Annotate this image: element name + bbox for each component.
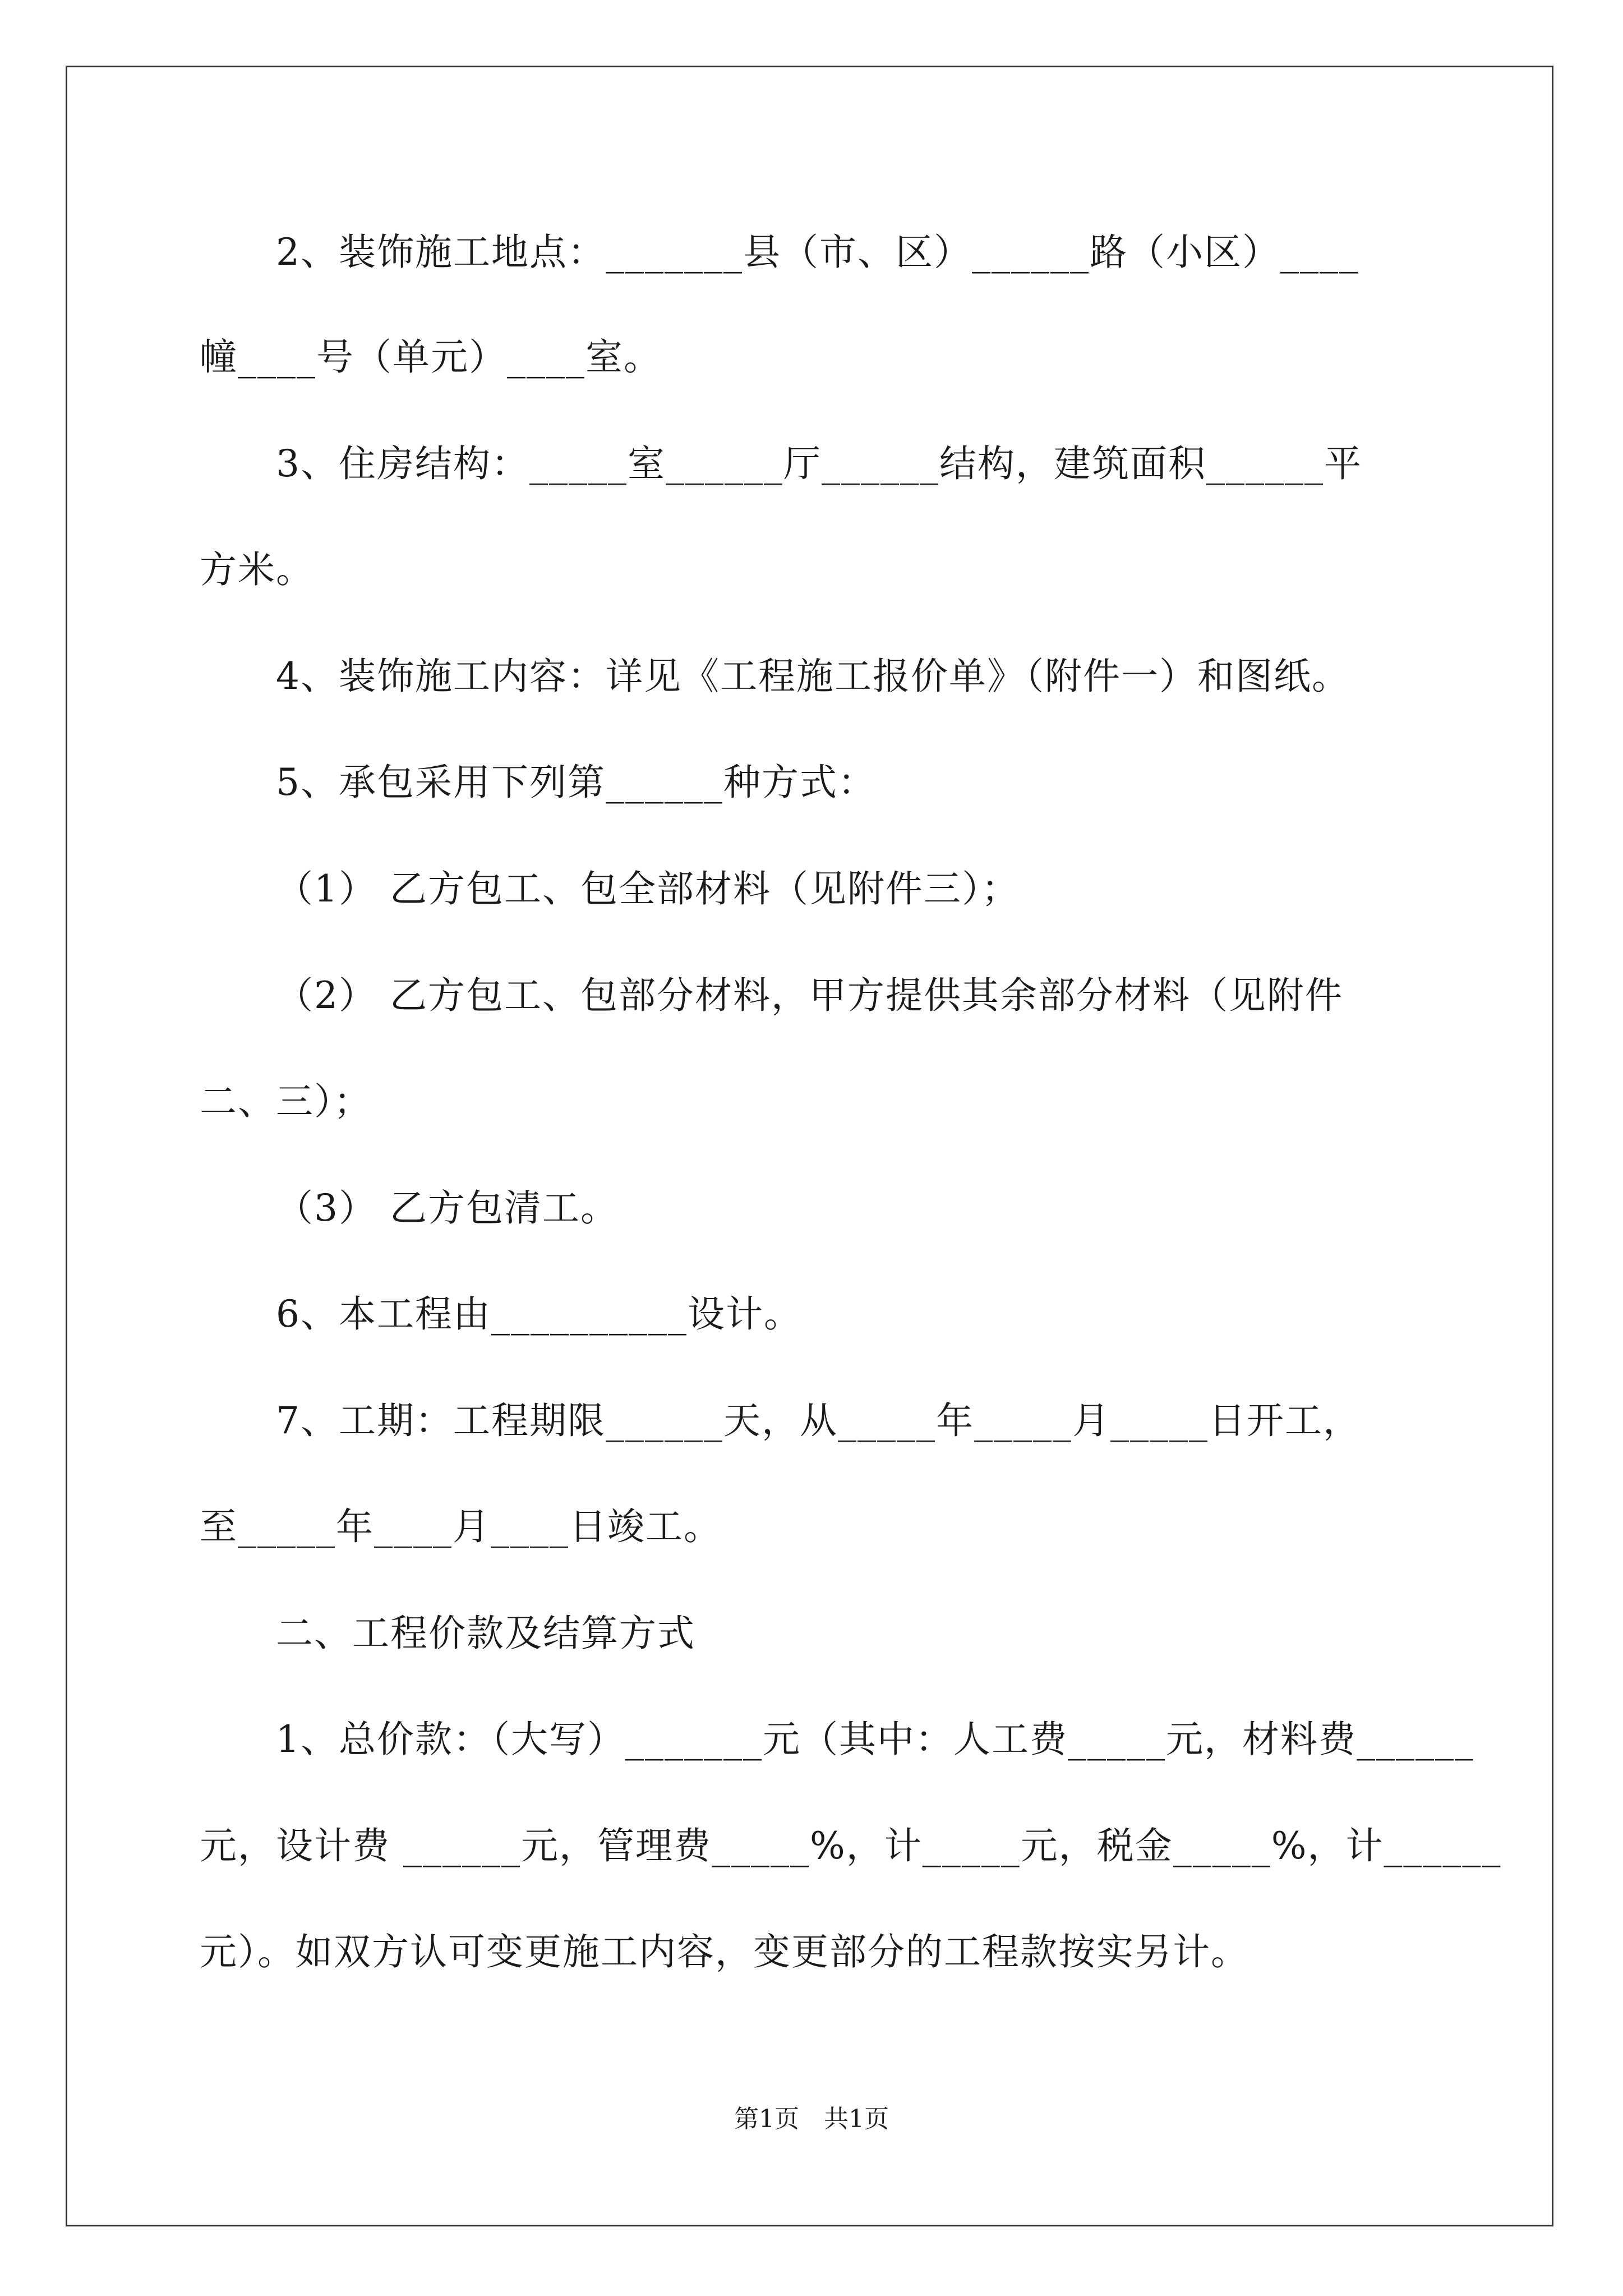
clause-3-line-2: 方米。 (200, 548, 314, 591)
clause-4-line: 4、装饰施工内容：详见《工程施工报价单》（附件一）和图纸。 (276, 655, 1350, 698)
page-number: 第1页 共1页 (734, 2105, 889, 2133)
page-border (66, 66, 1553, 2226)
clause-5-line: 5、承包采用下列第______种方式： (276, 761, 876, 804)
clause-7-line-2: 至_____年____月____日竣工。 (200, 1505, 722, 1548)
clause-2-line-1: 2、装饰施工地点：_______县（市、区）______路（小区）____ (276, 231, 1359, 274)
option-1-line: （1） 乙方包工、包全部材料（见附件三）； (276, 867, 1020, 910)
option-3-line: （3） 乙方包清工。 (276, 1186, 619, 1230)
price-line-2: 元，设计费 ______元，管理费_____%，计_____元，税金_____%，计______ (200, 1824, 1502, 1867)
clause-7-line-1: 7、工期：工程期限______天，从_____年_____月_____日开工， (276, 1399, 1361, 1442)
option-2-line-2: 二、三）； (200, 1080, 372, 1123)
clause-3-line-1: 3、住房结构：_____室______厅______结构，建筑面积______平 (276, 442, 1362, 485)
price-line-3: 元）。如双方认可变更施工内容，变更部分的工程款按实另计。 (200, 1930, 1249, 1973)
price-line-1: 1、总价款：（大写）_______元（其中：人工费_____元，材料费______ (276, 1718, 1474, 1761)
option-2-line-1: （2） 乙方包工、包部分材料，甲方提供其余部分材料（见附件 (276, 974, 1343, 1017)
clause-2-line-2: 幢____号（单元）____室。 (200, 335, 662, 379)
clause-6-line: 6、本工程由__________设计。 (276, 1292, 802, 1336)
section-2-heading: 二、工程价款及结算方式 (276, 1612, 695, 1655)
